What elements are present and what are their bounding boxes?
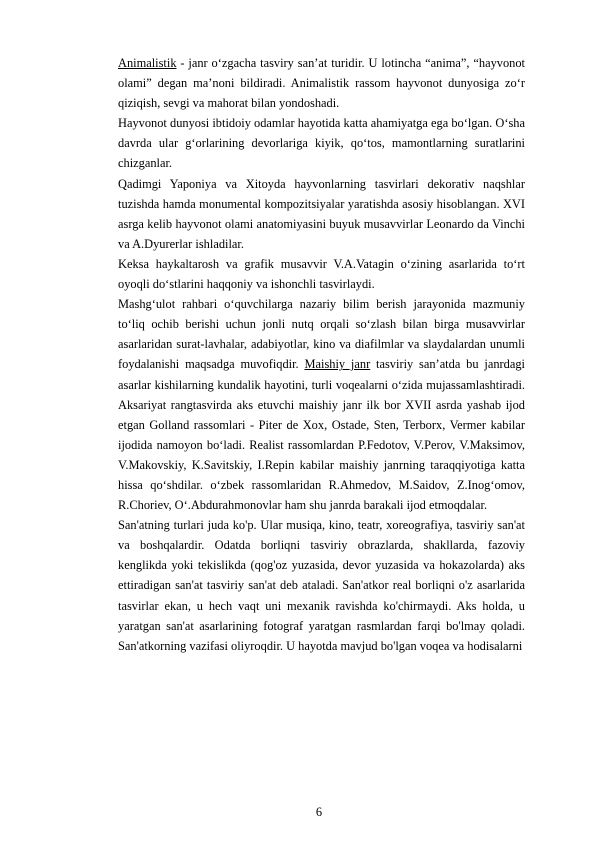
body-text (118, 53, 525, 656)
paragraph-hayvonot: Hayvonot dunyosi ibtidoiy odamlar hayotida katta ahamiyatga ega bo‘lgan. O‘sha davrda ular g‘orlarining devorlariga kiyik, qo‘tos, mamontlarning suratlarini chizganlar. (118, 116, 525, 171)
paragraph-qadimgi: Qadimgi Yaponiya va Xitoyda hayvonlarning tasvirlari dekorativ naqshlar tuzishda hamda monumental kompozitsiyalar yaratishda asosiy hisoblangan. XVI asrga kelib hayvonot olami anatomiyasini buyuk musavvirlar Leonardo da Vinchi va A.Dyurerlar ishladilar. (118, 176, 525, 251)
page-number: 6 (315, 805, 323, 819)
paragraph-sanat: San'atning turlari juda ko'p. Ular musiqa, kino, teatr, xoreografiya, tasviriy san'at va boshqalardir. Odatda borliqni tasviriy obrazlarda, shakllarda, fazoviy kenglikda yoki tekislikda (qog'oz yuzasida, devor yuzasida va hokazolarda) aks ettiradigan san'at tasviriy san'at deb ataladi. San'atkor real borliqni o'z asarlarida tasvirlar ekan, u hech vaqt uni mexanik ravishda ko'chirmaydi. Aks holda, u yaratgan san'at asarlarining fotograf yaratgan rasmlardan farqi bo'lmay qoladi. San'atkorning vazifasi oliyroqdir. U hayotda mavjud bo'lgan voqea va hodisalarni (118, 518, 525, 653)
paragraph-text: - janr o‘zgacha tasviry san’at turidir. U lotincha “anima”, “hayvonot olami” degan ma’noni bildiradi. Animalistik rassom hayvonot dunyosiga zo‘r qiziqish, sevgi va mahorat bilan yondoshadi. (118, 56, 525, 111)
paragraph-keksa: Keksa haykaltarosh va grafik musavvir V.A.Vatagin o‘zining asarlarida to‘rt oyoqli do‘stlarini haqqoniy va ishonchli tasvirlaydi. (118, 256, 525, 292)
paragraph-maishiy (118, 294, 525, 515)
paragraph-text: tasviriy san’atda bu janrdagi asarlar kishilarning kundalik hayotini, turli voqealarni o‘zida mujassamlashtiradi. Aksariyat rangtasvirda aks etuvchi maishiy janr ilk bor XVII asrda yashab ijod etgan Golland rassomlari - Piter de Xox, Ostade, Sten, Terborx, Vermer kabilar ijodida namoyon bo‘ladi. Realist rassomlardan P.Fedotov, V.Perov, V.Maksimov, V.Makovskiy, K.Savitskiy, I.Repin kabilar maishiy janrning taraqqiyotiga katta hissa qo‘shdilar. o‘zbek rassomlaridan R.Ahmedov, M.Saidov, Z.Inog‘omov, R.Choriev, O‘.Abdurahmonovlar ham shu janrda barakali ijod etmoqdalar. (118, 357, 525, 513)
paragraph-text: Mashg‘ulot rahbari o‘quvchilarga nazariy bilim berish jarayonida mazmuniy to‘liq ochib berishi uchun jonli nutq orqali so‘zlash bilan birga musavvirlar asarlaridan surat-lavhalar, adabiyotlar, kino va diafilmlar va slaydalardan unumli foydalanishi maqsadga muvofiqdir. (118, 297, 525, 372)
term-maishiy-janr: Maishiy janr (304, 357, 371, 372)
paragraph-animalistik (118, 53, 525, 113)
term-animalistik: Animalistik (118, 56, 177, 70)
